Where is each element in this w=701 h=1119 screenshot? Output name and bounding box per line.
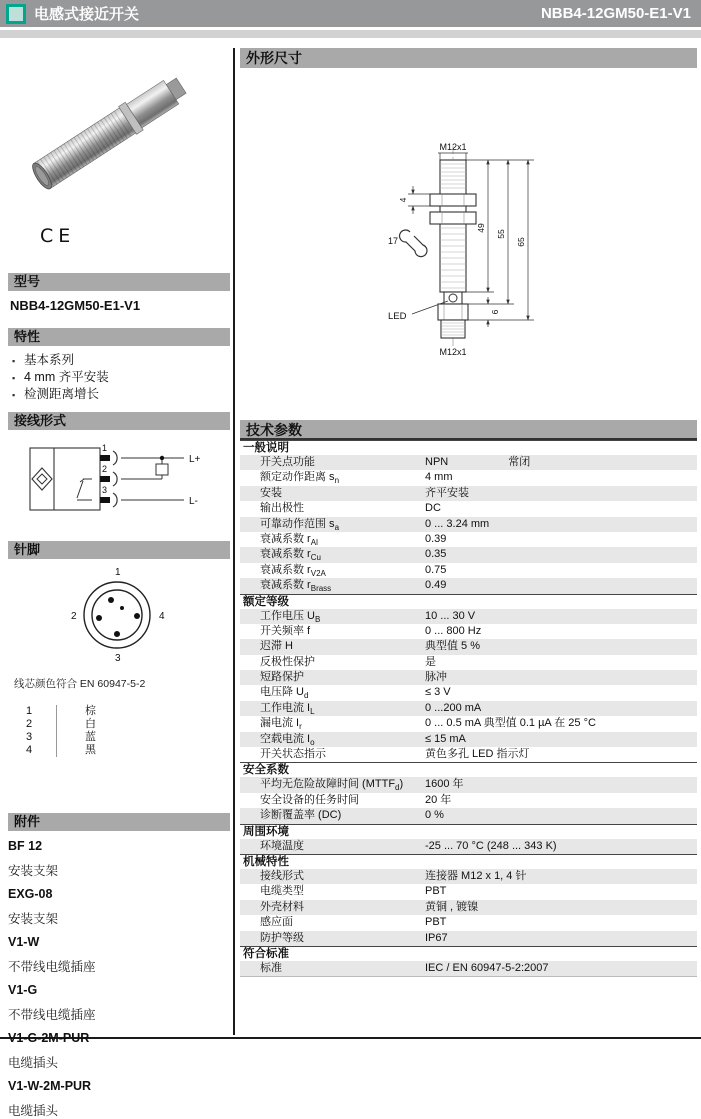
ce-mark: CE [40,225,76,247]
tech-parameter-row [240,486,697,501]
tech-parameter-row [240,900,697,915]
tech-parameter-label: 漏电流 $I_r$ [260,717,302,732]
dim-55-label: 55 [496,229,506,239]
section-header-connection: 接线形式 [8,412,230,430]
tech-parameter-row [240,884,697,899]
tech-parameter-row [240,470,697,485]
tech-parameter-row [240,931,697,946]
tech-parameter-row [240,793,697,808]
tech-parameter-row [240,747,697,762]
tech-parameter-label: 反极性保护 [260,655,315,668]
column-divider [233,48,235,1035]
tech-parameter-label: 空载电流 $I_o$ [260,732,315,747]
tech-parameter-value: 0 ... 800 Hz [425,624,482,637]
page-title: 电感式接近开关 [34,6,140,23]
terminal-1-label: 1 [102,443,108,453]
tech-parameter-value: ≤ 3 V [425,686,451,699]
section-header-features: 特性 [8,328,230,346]
features-list [12,352,230,403]
tech-parameter-value: PBT [425,885,447,898]
tech-parameter-label: 工作电流 $I_L$ [260,701,315,717]
tech-subsection-header: 符合标准 [240,946,697,961]
switch-symbol-icon [77,479,92,500]
left-column [8,48,230,1119]
dim-thread-bottom-label: M12x1 [439,347,467,357]
tech-parameter-row [240,609,697,624]
dim-4-label: 4 [398,197,408,203]
tech-parameter-value: 0 ...200 mA [425,701,482,714]
pin-color-row: 1 棕 [26,705,96,717]
tech-parameter-value: PBT [425,916,447,929]
tech-parameter-value: -25 ... 70 °C (248 ... 343 K) [425,839,557,852]
tech-parameter-row [240,501,697,516]
dimension-drawing [368,140,588,364]
tech-parameter-value: 10 ... 30 V [425,609,476,622]
tech-subsection-header: 一般说明 [240,440,697,455]
terminal-3-label: 3 [102,485,108,495]
tech-parameter-row [240,777,697,792]
tech-parameter-label: 平均无危险故障时间 $(MTTF_d)$ [260,778,404,793]
terminal-2-label: 2 [102,464,108,474]
right-column [240,48,697,977]
tech-parameter-row [240,685,697,700]
tech-parameter-label: 电缆类型 [260,885,304,898]
tech-parameter-row [240,961,697,976]
tech-parameter-label: 输出极性 [260,502,304,515]
tech-parameter-label: 额定动作距离 $s_n$ [260,471,340,486]
feature-item: ▪ 4 mm 齐平安装 [12,369,230,386]
tech-parameter-label: 外壳材料 [260,900,304,913]
brand-square-icon [6,4,26,24]
accessory-item: EXG-08 安装支架 [8,887,59,926]
tech-parameter-row [240,563,697,578]
tech-parameter-label: 标准 [260,961,282,974]
tech-parameter-value: 0.35 [425,548,447,561]
wrench-icon [400,230,427,257]
tech-parameter-label: 环境温度 [260,839,304,852]
tech-parameter-row [240,732,697,747]
tech-parameter-row [240,547,697,562]
tech-parameter-label: 可靠动作范围 $s_a$ [260,517,340,532]
pin-4-label: 4 [159,611,165,622]
pin-2-label: 2 [71,611,77,622]
tech-parameter-row [240,869,697,884]
tech-parameter-value: NPN 常闭 [425,456,531,468]
tech-parameter-value: 4 mm [425,471,453,484]
page-header-bar [0,0,701,27]
tech-parameter-value: 黄色多孔 LED 指示灯 [425,748,530,761]
tech-parameter-row [240,639,697,654]
tech-parameter-value: 齐平安装 [425,486,469,499]
pin-color-row: 3 蓝 [26,731,96,743]
tech-parameter-label: 安装 [260,486,282,499]
tech-parameter-value: 典型值 5 % [425,640,481,653]
header-model-number: NBB4-12GM50-E1-V1 [540,5,691,22]
section-header-model: 型号 [8,273,230,291]
dim-6-label: 6 [490,309,500,315]
tech-subsection-header: 机械特性 [240,854,697,869]
tech-parameter-value: 黄铜 , 镀镍 [425,900,479,913]
pin-3-label: 3 [115,653,121,664]
tech-parameter-label: 接线形式 [260,869,304,882]
product-photo [8,48,222,210]
tech-parameter-label: 开关频率 f [260,624,311,637]
tech-parameter-value: 连接器 M12 x 1, 4 针 [425,869,527,882]
tech-subsection-header: 周围环境 [240,824,697,839]
accessories-list [8,839,230,1119]
section-header-dimensions: 外形尺寸 [240,48,697,68]
tech-subsection-header: 安全系数 [240,762,697,777]
model-number: NBB4-12GM50-E1-V1 [10,298,141,313]
tech-parameter-value: 0 ... 3.24 mm [425,517,490,530]
tech-parameter-label: 迟滞 H [260,640,293,653]
accessory-item: V1-W-2M-PUR 电缆插头 [8,1079,92,1118]
tech-parameter-value: IP67 [425,931,448,944]
led-label: LED [388,311,407,322]
tech-parameter-value: 0 % [425,809,444,822]
tech-parameter-row [240,455,697,470]
section-header-pins: 针脚 [8,541,230,559]
tech-parameter-value: 0.39 [425,532,447,545]
tech-parameter-row [240,624,697,639]
lplus-label: L+ [189,454,201,465]
tech-parameter-value: 1600 年 [425,778,464,791]
tech-parameter-row [240,808,697,823]
accessory-item: V1-G 不带线电缆插座 [8,983,96,1022]
header-substrip [0,30,701,38]
tech-parameter-value: 20 年 [425,793,452,806]
tech-parameter-label: 短路保护 [260,671,304,684]
tech-parameter-label: 诊断覆盖率 (DC) [260,809,342,822]
feature-item: ▪ 检测距离增长 [12,386,230,403]
tech-subsection-header: 额定等级 [240,594,697,609]
tech-parameter-label: 感应面 [260,916,293,929]
core-color-note: 线芯颜色符合 EN 60947-5-2 [14,678,146,690]
sensor-symbol-icon [32,468,52,490]
tech-parameter-row [240,655,697,670]
wiring-diagram [22,438,232,526]
pin-color-table [26,705,230,757]
tech-parameter-value: DC [425,502,441,515]
tech-parameter-label: 开关点功能 [260,456,315,468]
tech-parameter-label: 工作电压 $U_B$ [260,609,321,624]
tech-parameter-row [240,517,697,532]
tech-parameter-label: 防护等级 [260,931,304,944]
dim-thread-top-label: M12x1 [439,142,467,152]
section-header-accessories: 附件 [8,813,230,831]
lminus-label: L- [189,496,198,507]
tech-parameter-label: 衰减系数 $r_{Brass}$ [260,579,332,594]
tech-parameter-row [240,716,697,731]
dim-65-label: 65 [516,237,526,247]
tech-parameter-label: 衰减系数 $r_{V2A}$ [260,563,326,578]
tech-parameter-value: 脉冲 [425,671,447,684]
tech-parameter-value: 是 [425,655,436,668]
tech-parameter-value: 0 ... 0.5 mA 典型值 0.1 µA 在 25 °C [425,717,596,730]
tech-parameter-value: 0.75 [425,563,447,576]
feature-item: ▪ 基本系列 [12,352,230,369]
tech-parameter-label: 衰减系数 $r_{Cu}$ [260,548,321,563]
section-header-tech: 技术参数 [240,420,697,440]
tech-parameter-label: 开关状态指示 [260,748,326,761]
tech-parameter-row [240,532,697,547]
pin-color-row: 4 黑 [26,744,96,756]
tech-parameter-row [240,670,697,685]
dim-wrench-size-label: 17 [387,236,398,246]
tech-parameter-value: IEC / EN 60947-5-2:2007 [425,961,549,974]
pin-color-row: 2 白 [26,718,96,730]
tech-parameter-row [240,839,697,854]
pin-1-label: 1 [115,567,121,578]
tech-parameter-row [240,701,697,716]
tech-parameter-row [240,915,697,930]
dim-49-label: 49 [476,223,486,233]
connector-pinout-diagram [55,563,183,665]
accessory-item: BF 12 安装支架 [8,839,59,878]
tech-parameter-value: 0.49 [425,579,447,592]
tech-parameters-table [240,440,697,977]
tech-parameter-row [240,578,697,593]
accessory-item: V1-G-2M-PUR 电缆插头 [8,1031,90,1070]
tech-parameter-label: 衰减系数 $r_{Al}$ [260,532,318,548]
tech-parameter-value: ≤ 15 mA [425,732,466,745]
tech-parameter-label: 电压降 $U_d$ [260,686,309,701]
junction-dot [160,456,164,460]
tech-parameter-label: 安全设备的任务时间 [260,793,359,806]
accessory-item: V1-W 不带线电缆插座 [8,935,96,974]
